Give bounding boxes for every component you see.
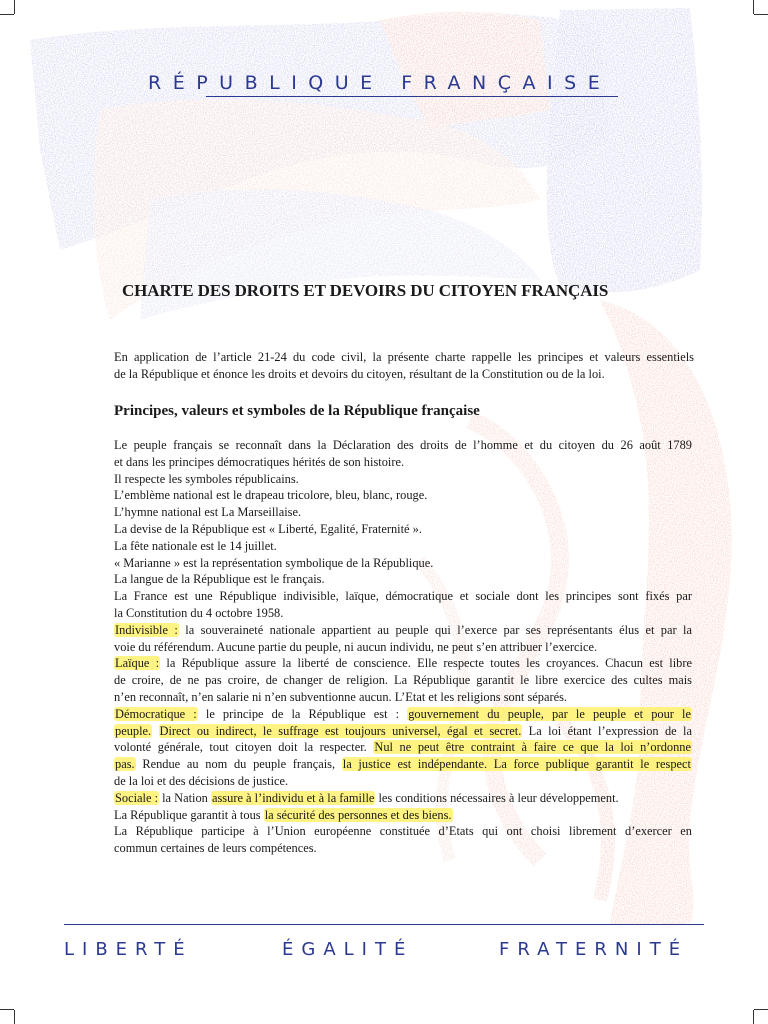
text-span bbox=[152, 724, 158, 738]
crop-mark bbox=[14, 1010, 15, 1024]
text-span: les conditions nécessaires à leur développement. bbox=[375, 790, 619, 805]
body-line: voie du référendum. Aucune partie du peuple, ni aucun individu, ne peut s’en attribuer l’exercice. bbox=[114, 639, 598, 654]
text-span: la République assure la liberté de conscience. Elle respecte toutes les croyances. Chacun est libre bbox=[160, 656, 692, 671]
democratique-label: Démocratique : bbox=[115, 706, 197, 721]
intro-line: de la République et énonce les droits et devoirs du citoyen, résultant de la Constitution ou de la loi. bbox=[114, 367, 605, 381]
crop-mark bbox=[754, 14, 768, 15]
body-line bbox=[114, 723, 692, 740]
body-line: commun certaines de leurs compétences. bbox=[114, 841, 317, 856]
body-line bbox=[114, 756, 692, 773]
text-span: la Nation bbox=[159, 790, 211, 805]
body-line: Il respecte les symboles républicains. bbox=[114, 471, 299, 486]
body-line bbox=[114, 739, 692, 756]
body-line: La devise de la République est « Liberté, Egalité, Fraternité ». bbox=[114, 521, 422, 536]
highlight-span: Nul ne peut être contraint à faire ce que la loi n’ordonne bbox=[374, 740, 691, 755]
body-line: Le peuple français se reconnaît dans la Déclaration des droits de l’homme et du citoyen du 26 août 1789 bbox=[114, 438, 692, 452]
body-line: la Constitution du 4 octobre 1958. bbox=[114, 605, 284, 620]
text-span: La République garantit à tous bbox=[114, 807, 264, 822]
crop-mark bbox=[753, 0, 754, 14]
text-span: le principe de la République est : bbox=[197, 706, 408, 721]
body-line: de la loi et des décisions de justice. bbox=[114, 773, 289, 788]
highlight-span: la justice est indépendante. La force publique garantit le respect bbox=[342, 757, 692, 772]
crop-mark bbox=[0, 14, 14, 15]
crop-mark bbox=[753, 1010, 754, 1024]
body-line bbox=[114, 807, 692, 824]
body-line: n’en reconnaît, n’en salarie ni n’en subventionne aucun. L’Etat et les religions sont séparés. bbox=[114, 689, 568, 704]
document-title: CHARTE DES DROITS ET DEVOIRS DU CITOYEN FRANÇAIS bbox=[122, 281, 609, 300]
text-span: Rendue au nom du peuple français, bbox=[135, 757, 342, 772]
header-rule bbox=[206, 96, 618, 97]
highlight-span: assure à l’individu et à la famille bbox=[211, 790, 375, 805]
intro-paragraph bbox=[114, 349, 694, 383]
democratique-line bbox=[114, 706, 692, 723]
footer-liberte: LIBERTÉ bbox=[64, 939, 193, 960]
footer-rule bbox=[64, 924, 704, 925]
body-line: La République participe à l’Union européenne constituée d’Etats qui ont choisi librement d’exercer en bbox=[114, 824, 692, 839]
body-line: La langue de la République est le français. bbox=[114, 572, 325, 587]
highlight-span: la sécurité des personnes et des biens. bbox=[264, 807, 452, 822]
highlight-span: peuple. bbox=[115, 723, 152, 738]
crop-mark bbox=[14, 0, 15, 14]
body-line: « Marianne » est la représentation symbolique de la République. bbox=[114, 555, 434, 570]
crop-mark bbox=[0, 1009, 14, 1010]
text-span: La loi étant l’expression de la bbox=[522, 723, 692, 738]
header-title: RÉPUBLIQUE FRANÇAISE bbox=[148, 72, 612, 94]
sociale-label: Sociale : bbox=[115, 790, 159, 805]
body-line: L’hymne national est La Marseillaise. bbox=[114, 505, 302, 520]
crop-mark bbox=[754, 1009, 768, 1010]
sociale-line bbox=[114, 790, 692, 807]
body-line: L’emblème national est le drapeau tricolore, bleu, blanc, rouge. bbox=[114, 488, 428, 503]
indivisible-line bbox=[114, 622, 692, 639]
body-line: et dans les principes démocratiques hérités de son histoire. bbox=[114, 454, 405, 469]
laique-line bbox=[114, 655, 692, 672]
text-span: volonté générale, tout citoyen doit la respecter. bbox=[114, 740, 374, 755]
section-title: Principes, valeurs et symboles de la République française bbox=[114, 403, 480, 419]
laique-label: Laïque : bbox=[115, 656, 160, 671]
body-line: de croire, de ne pas croire, de changer de religion. La République garantit le libre exercice des cultes mais bbox=[114, 673, 692, 688]
footer-egalite: ÉGALITÉ bbox=[282, 939, 414, 960]
body-line: La fête nationale est le 14 juillet. bbox=[114, 538, 277, 553]
section-body bbox=[114, 437, 692, 857]
highlight-span: Direct ou indirect, le suffrage est toujours universel, égal et secret. bbox=[159, 723, 522, 738]
intro-line: En application de l’article 21-24 du code civil, la présente charte rappelle les principes et valeurs essentiels bbox=[114, 350, 694, 364]
text-span: la souveraineté nationale appartient au peuple qui l’exerce par ses représentants élus et par la bbox=[178, 622, 692, 637]
indivisible-label: Indivisible : bbox=[115, 622, 178, 637]
highlight-span: gouvernement du peuple, par le peuple et pour le bbox=[408, 706, 691, 721]
footer-fraternite: FRATERNITÉ bbox=[499, 939, 689, 960]
body-line: La France est une République indivisible, laïque, démocratique et sociale dont les principes sont fixés par bbox=[114, 589, 692, 604]
highlight-span: pas. bbox=[115, 757, 135, 772]
